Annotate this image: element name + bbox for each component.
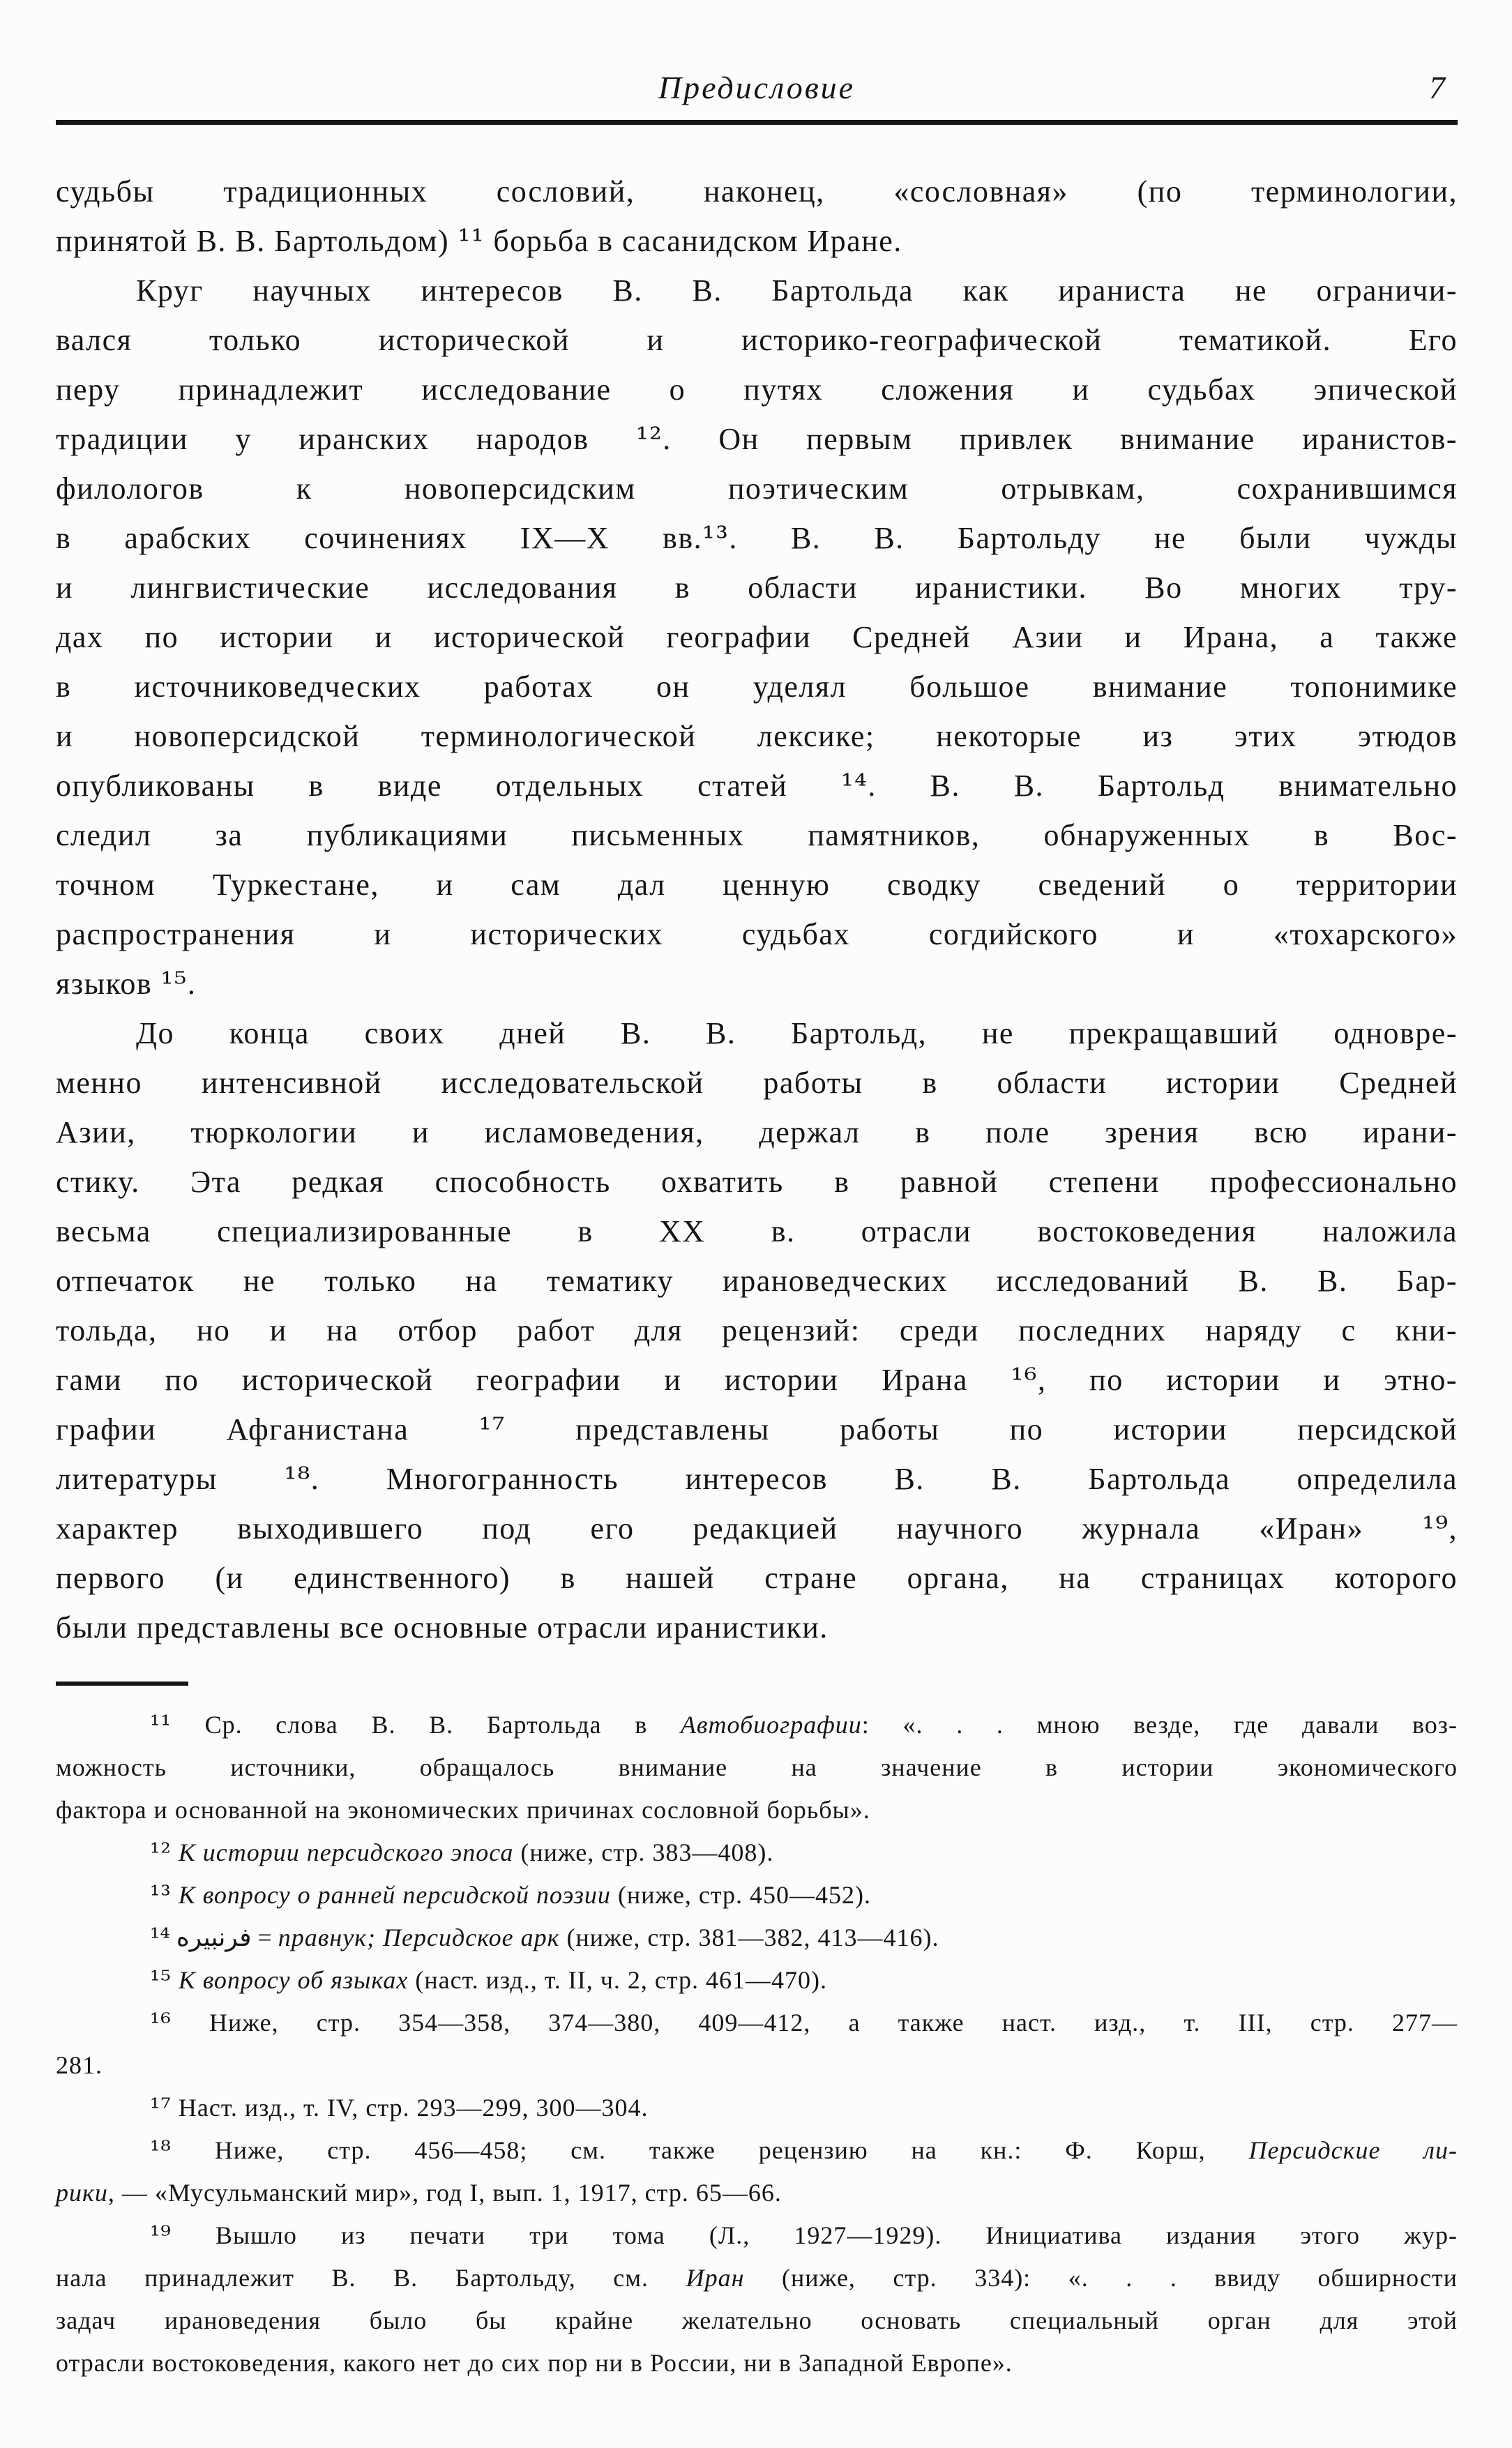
footnote — [56, 1917, 1458, 1959]
text-line: стику. Эта редкая способность охватить в равной степени профессионально — [56, 1165, 1458, 1199]
paragraph — [56, 167, 1458, 266]
text-line: литературы ¹⁸. Многогранность интересов В. В. Бартольда определила — [56, 1461, 1458, 1497]
paragraph — [56, 1008, 1458, 1652]
footnote — [56, 1704, 1458, 1831]
running-title: Предисловие — [658, 70, 856, 105]
footnote — [56, 2129, 1458, 2214]
footnote-line: можность источники, обращалось внимание на значение в истории экономического — [56, 1753, 1458, 1781]
page-number: 7 — [1429, 70, 1445, 105]
text-line: отпечаток не только на тематику ирановедческих исследований В. В. Бар- — [56, 1264, 1458, 1298]
footnote — [56, 1874, 1458, 1917]
text-line: вался только исторической и историко-географической тематикой. Его — [56, 323, 1458, 357]
text-line: характер выходившего под его редакцией научного журнала «Иран» ¹⁹, — [56, 1511, 1458, 1546]
footnote-line: ¹² К истории персидского эпоса (ниже, стр. 383—408). — [150, 1838, 774, 1867]
footnote — [56, 2087, 1458, 2129]
footnote — [56, 1831, 1458, 1874]
text-line: графии Афганистана ¹⁷ представлены работы по истории персидской — [56, 1412, 1458, 1447]
footnote-line: ¹⁴ فرنبيره = правнук; Персидское арк (ниже, стр. 381—382, 413—416). — [150, 1924, 939, 1952]
footnote-line: 281. — [56, 2051, 103, 2079]
footnote-line: ¹⁹ Вышло из печати три тома (Л., 1927—1929). Инициатива издания этого жур- — [150, 2221, 1458, 2250]
footnote-line: нала принадлежит В. В. Бартольду, см. Иран (ниже, стр. 334): «. . . ввиду обширности — [56, 2264, 1458, 2292]
text-line: филологов к новоперсидским поэтическим отрывкам, сохранившимся — [56, 471, 1458, 506]
text-line: первого (и единственного) в нашей стране органа, на страницах которого — [56, 1561, 1458, 1595]
text-line: дах по истории и исторической географии Средней Азии и Ирана, а также — [56, 620, 1458, 654]
text-line: были представлены все основные отрасли иранистики. — [56, 1610, 829, 1645]
page-header — [56, 67, 1458, 109]
footnote-rule — [56, 1682, 188, 1686]
text-line: следил за публикациями письменных памятников, обнаруженных в Вос- — [56, 818, 1458, 852]
footnotes-list — [56, 1704, 1458, 2385]
footnote-line: рики, — «Мусульманский мир», год I, вып. 1, 1917, стр. 65—66. — [56, 2179, 782, 2207]
body-text — [56, 167, 1458, 1652]
footnote-line: отрасли востоковедения, какого нет до сих пор ни в России, ни в Западной Европе». — [56, 2349, 1013, 2377]
text-line: принятой В. В. Бартольдом) ¹¹ борьба в сасанидском Иране. — [56, 223, 902, 259]
text-line: весьма специализированные в XX в. отрасли востоковедения наложила — [56, 1214, 1458, 1248]
text-line: точном Туркестане, и сам дал ценную сводку сведений о территории — [56, 868, 1458, 902]
text-line: традиции у иранских народов ¹². Он первым привлек внимание иранистов- — [56, 421, 1458, 457]
text-line: перу принадлежит исследование о путях сложения и судьбах эпической — [56, 372, 1458, 407]
text-line: языков ¹⁵. — [56, 966, 197, 1002]
text-line: До конца своих дней В. В. Бартольд, не прекращавший одновре- — [136, 1016, 1458, 1050]
header-rule — [56, 120, 1458, 125]
text-line: гами по исторической географии и истории Ирана ¹⁶, по истории и этно- — [56, 1362, 1458, 1398]
footnote-line: ¹¹ Ср. слова В. В. Бартольда в Автобиографии: «. . . мною везде, где давали воз- — [150, 1711, 1458, 1739]
footnote-line: фактора и основанной на экономических причинах сословной борьбы». — [56, 1796, 870, 1824]
text-line: и лингвистические исследования в области иранистики. Во многих тру- — [56, 571, 1458, 605]
footnote-line: ¹⁵ К вопросу об языках (наст. изд., т. II, ч. 2, стр. 461—470). — [150, 1966, 827, 1995]
text-line: и новоперсидской терминологической лексике; некоторые из этих этюдов — [56, 719, 1458, 753]
text-line: тольда, но и на отбор работ для рецензий: среди последних наряду с кни- — [56, 1313, 1458, 1347]
text-line: судьбы традиционных сословий, наконец, «сословная» (по терминологии, — [56, 174, 1458, 209]
footnote-line: ¹⁷ Наст. изд., т. IV, стр. 293—299, 300—304. — [150, 2094, 649, 2122]
text-line: Круг научных интересов В. В. Бартольда как ираниста не ограничи- — [136, 273, 1458, 308]
footnote-line: задач ирановедения было бы крайне желательно основать специальный орган для этой — [56, 2306, 1458, 2334]
text-line: распространения и исторических судьбах согдийского и «тохарского» — [56, 917, 1458, 951]
paragraph — [56, 266, 1458, 1008]
footnote-line: ¹⁶ Ниже, стр. 354—358, 374—380, 409—412, а также наст. изд., т. III, стр. 277— — [150, 2009, 1458, 2037]
text-line: менно интенсивной исследовательской работы в области истории Средней — [56, 1066, 1458, 1100]
footnote — [56, 2002, 1458, 2087]
text-line: Азии, тюркологии и исламоведения, держал в поле зрения всю ирани- — [56, 1115, 1458, 1149]
text-line: опубликованы в виде отдельных статей ¹⁴. В. В. Бартольд внимательно — [56, 768, 1458, 803]
footnote-line: ¹³ К вопросу о ранней персидской поэзии (ниже, стр. 450—452). — [150, 1881, 871, 1910]
footnote — [56, 2214, 1458, 2385]
text-line: в арабских сочинениях IX—X вв.¹³. В. В. Бартольду не были чужды — [56, 520, 1458, 556]
footnote — [56, 1959, 1458, 2002]
text-line: в источниковедческих работах он уделял большое внимание топонимике — [56, 670, 1458, 704]
footnote-line: ¹⁸ Ниже, стр. 456—458; см. также рецензию на кн.: Ф. Корш, Персидские ли- — [150, 2136, 1458, 2165]
